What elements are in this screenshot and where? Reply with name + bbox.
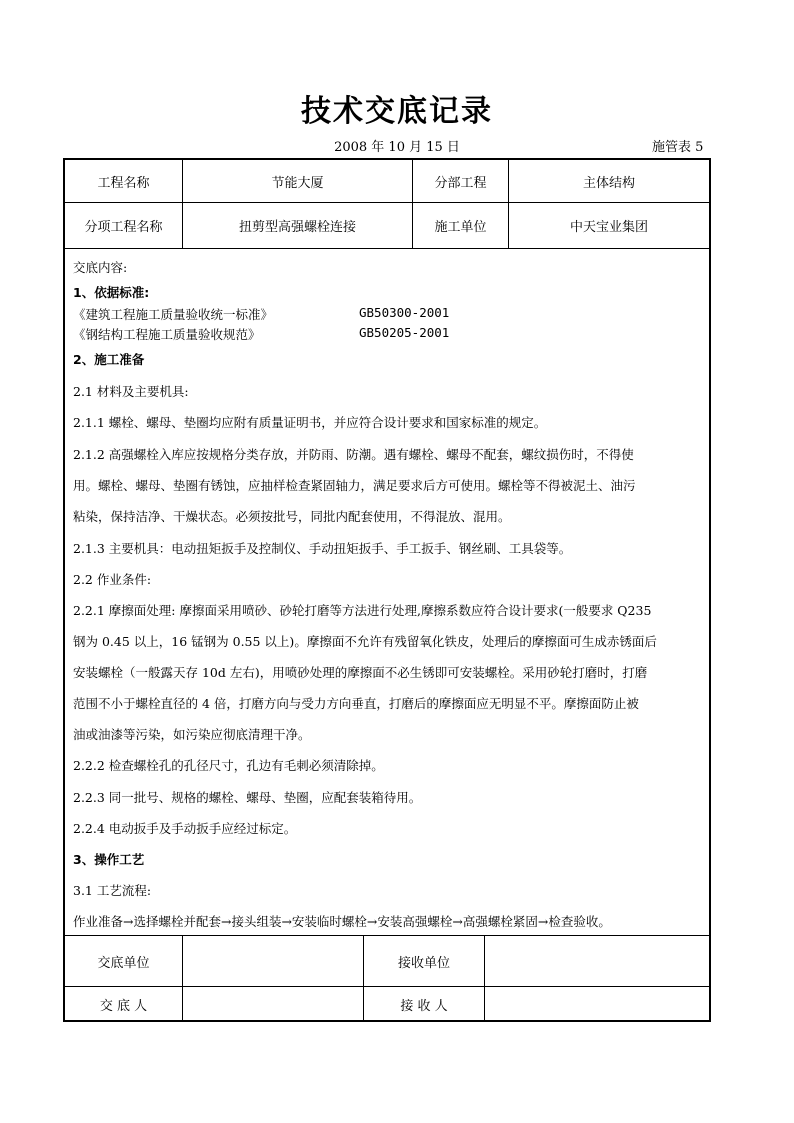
subitem-label: 分项工程名称 xyxy=(84,220,163,235)
subitem-value: 扭剪型高强螺栓连接 xyxy=(238,220,356,235)
form-number: 施管表 5 xyxy=(652,140,704,155)
issuer-person-value xyxy=(183,987,363,1022)
standard-1-code: GB50300-2001 xyxy=(359,305,450,320)
content-line: 作业准备→选择螺栓并配套→接头组装→安装临时螺栓→安装高强螺栓→高强螺栓紧固→检查验收。 xyxy=(73,914,611,929)
issuer-person-label: 交 底 人 xyxy=(99,999,148,1014)
content-line: 粘染，保持洁净、干燥状态。必须按批号，同批内配套使用，不得混放、混用。 xyxy=(73,509,511,524)
record-table xyxy=(63,158,711,1022)
document-date: 2008 年 10 月 15 日 xyxy=(334,140,460,155)
content-line: 2.2 作业条件: xyxy=(73,572,152,587)
content-line: 用。螺栓、螺母、垫圈有锈蚀，应抽样检查紧固轴力，满足要求后方可使用。螺栓等不得被泥土、油污 xyxy=(73,478,636,493)
division-value: 主体结构 xyxy=(582,175,635,191)
content-line: 2.2.4 电动扳手及手动扳手应经过标定。 xyxy=(73,821,297,836)
content-line: 2.1.1 螺栓、螺母、垫圈均应附有质量证明书，并应符合设计要求和国家标准的规定。 xyxy=(73,415,547,430)
issuer-unit-value xyxy=(183,936,363,986)
section-1-title: 1、依据标准: xyxy=(73,285,150,300)
receiver-unit-value xyxy=(485,936,709,986)
section-3-title: 3、操作工艺 xyxy=(73,852,145,867)
standard-2-name: 《钢结构工程施工质量验收规范》 xyxy=(73,327,261,342)
receiver-person-value xyxy=(485,987,709,1022)
standard-2-code: GB50205-2001 xyxy=(359,325,450,340)
row-divider xyxy=(65,248,709,249)
issuer-unit-label: 交底单位 xyxy=(97,955,150,971)
content-line: 油或油漆等污染，如污染应彻底清理干净。 xyxy=(73,727,311,742)
content-line: 范围不小于螺栓直径的 4 倍，打磨方向与受力方向垂直，打磨后的摩擦面应无明显不平。摩擦面防止被 xyxy=(73,696,639,711)
division-label: 分部工程 xyxy=(434,175,487,191)
content-line: 2.1.2 高强螺栓入库应按规格分类存放，并防雨、防潮。遇有螺栓、螺母不配套，螺纹损伤时，不得使 xyxy=(73,447,634,462)
document-title: 技术交底记录 xyxy=(301,94,493,129)
content-intro: 交底内容: xyxy=(73,260,128,275)
standard-1-name: 《建筑工程施工质量验收统一标准》 xyxy=(73,307,274,322)
receiver-unit-label: 接收单位 xyxy=(397,955,450,971)
content-line: 2.2.3 同一批号、规格的螺栓、螺母、垫圈，应配套装箱待用。 xyxy=(73,790,422,805)
content-line: 2.2.1 摩擦面处理: 摩擦面采用喷砂、砂轮打磨等方法进行处理,摩擦系数应符合设计要求(一般要求 Q235 xyxy=(73,603,652,618)
contractor-label: 施工单位 xyxy=(434,220,487,235)
content-line: 安装螺栓（一般露天存 10d 左右)，用喷砂处理的摩擦面不必生锈即可安装螺栓。采用砂轮打磨时，打磨 xyxy=(73,665,648,680)
receiver-person-label: 接 收 人 xyxy=(400,999,448,1014)
content-line: 2.2.2 检查螺栓孔的孔径尺寸，孔边有毛刺必须清除掉。 xyxy=(73,758,384,773)
contractor-value: 中天宝业集团 xyxy=(569,220,648,235)
project-name-label: 工程名称 xyxy=(97,175,150,191)
content-line: 3.1 工艺流程: xyxy=(73,883,152,898)
content-line: 钢为 0.45 以上，16 锰钢为 0.55 以上)。摩擦面不允许有残留氧化铁皮，处理后的摩擦面可生成赤锈面后 xyxy=(73,634,657,649)
project-name-value: 节能大厦 xyxy=(271,175,324,191)
content-line: 2.1.3 主要机具：电动扭矩扳手及控制仪、手动扭矩扳手、手工扳手、钢丝刷、工具袋等。 xyxy=(73,541,572,556)
content-line: 2.1 材料及主要机具: xyxy=(73,384,189,399)
section-2-title: 2、施工准备 xyxy=(73,352,145,367)
